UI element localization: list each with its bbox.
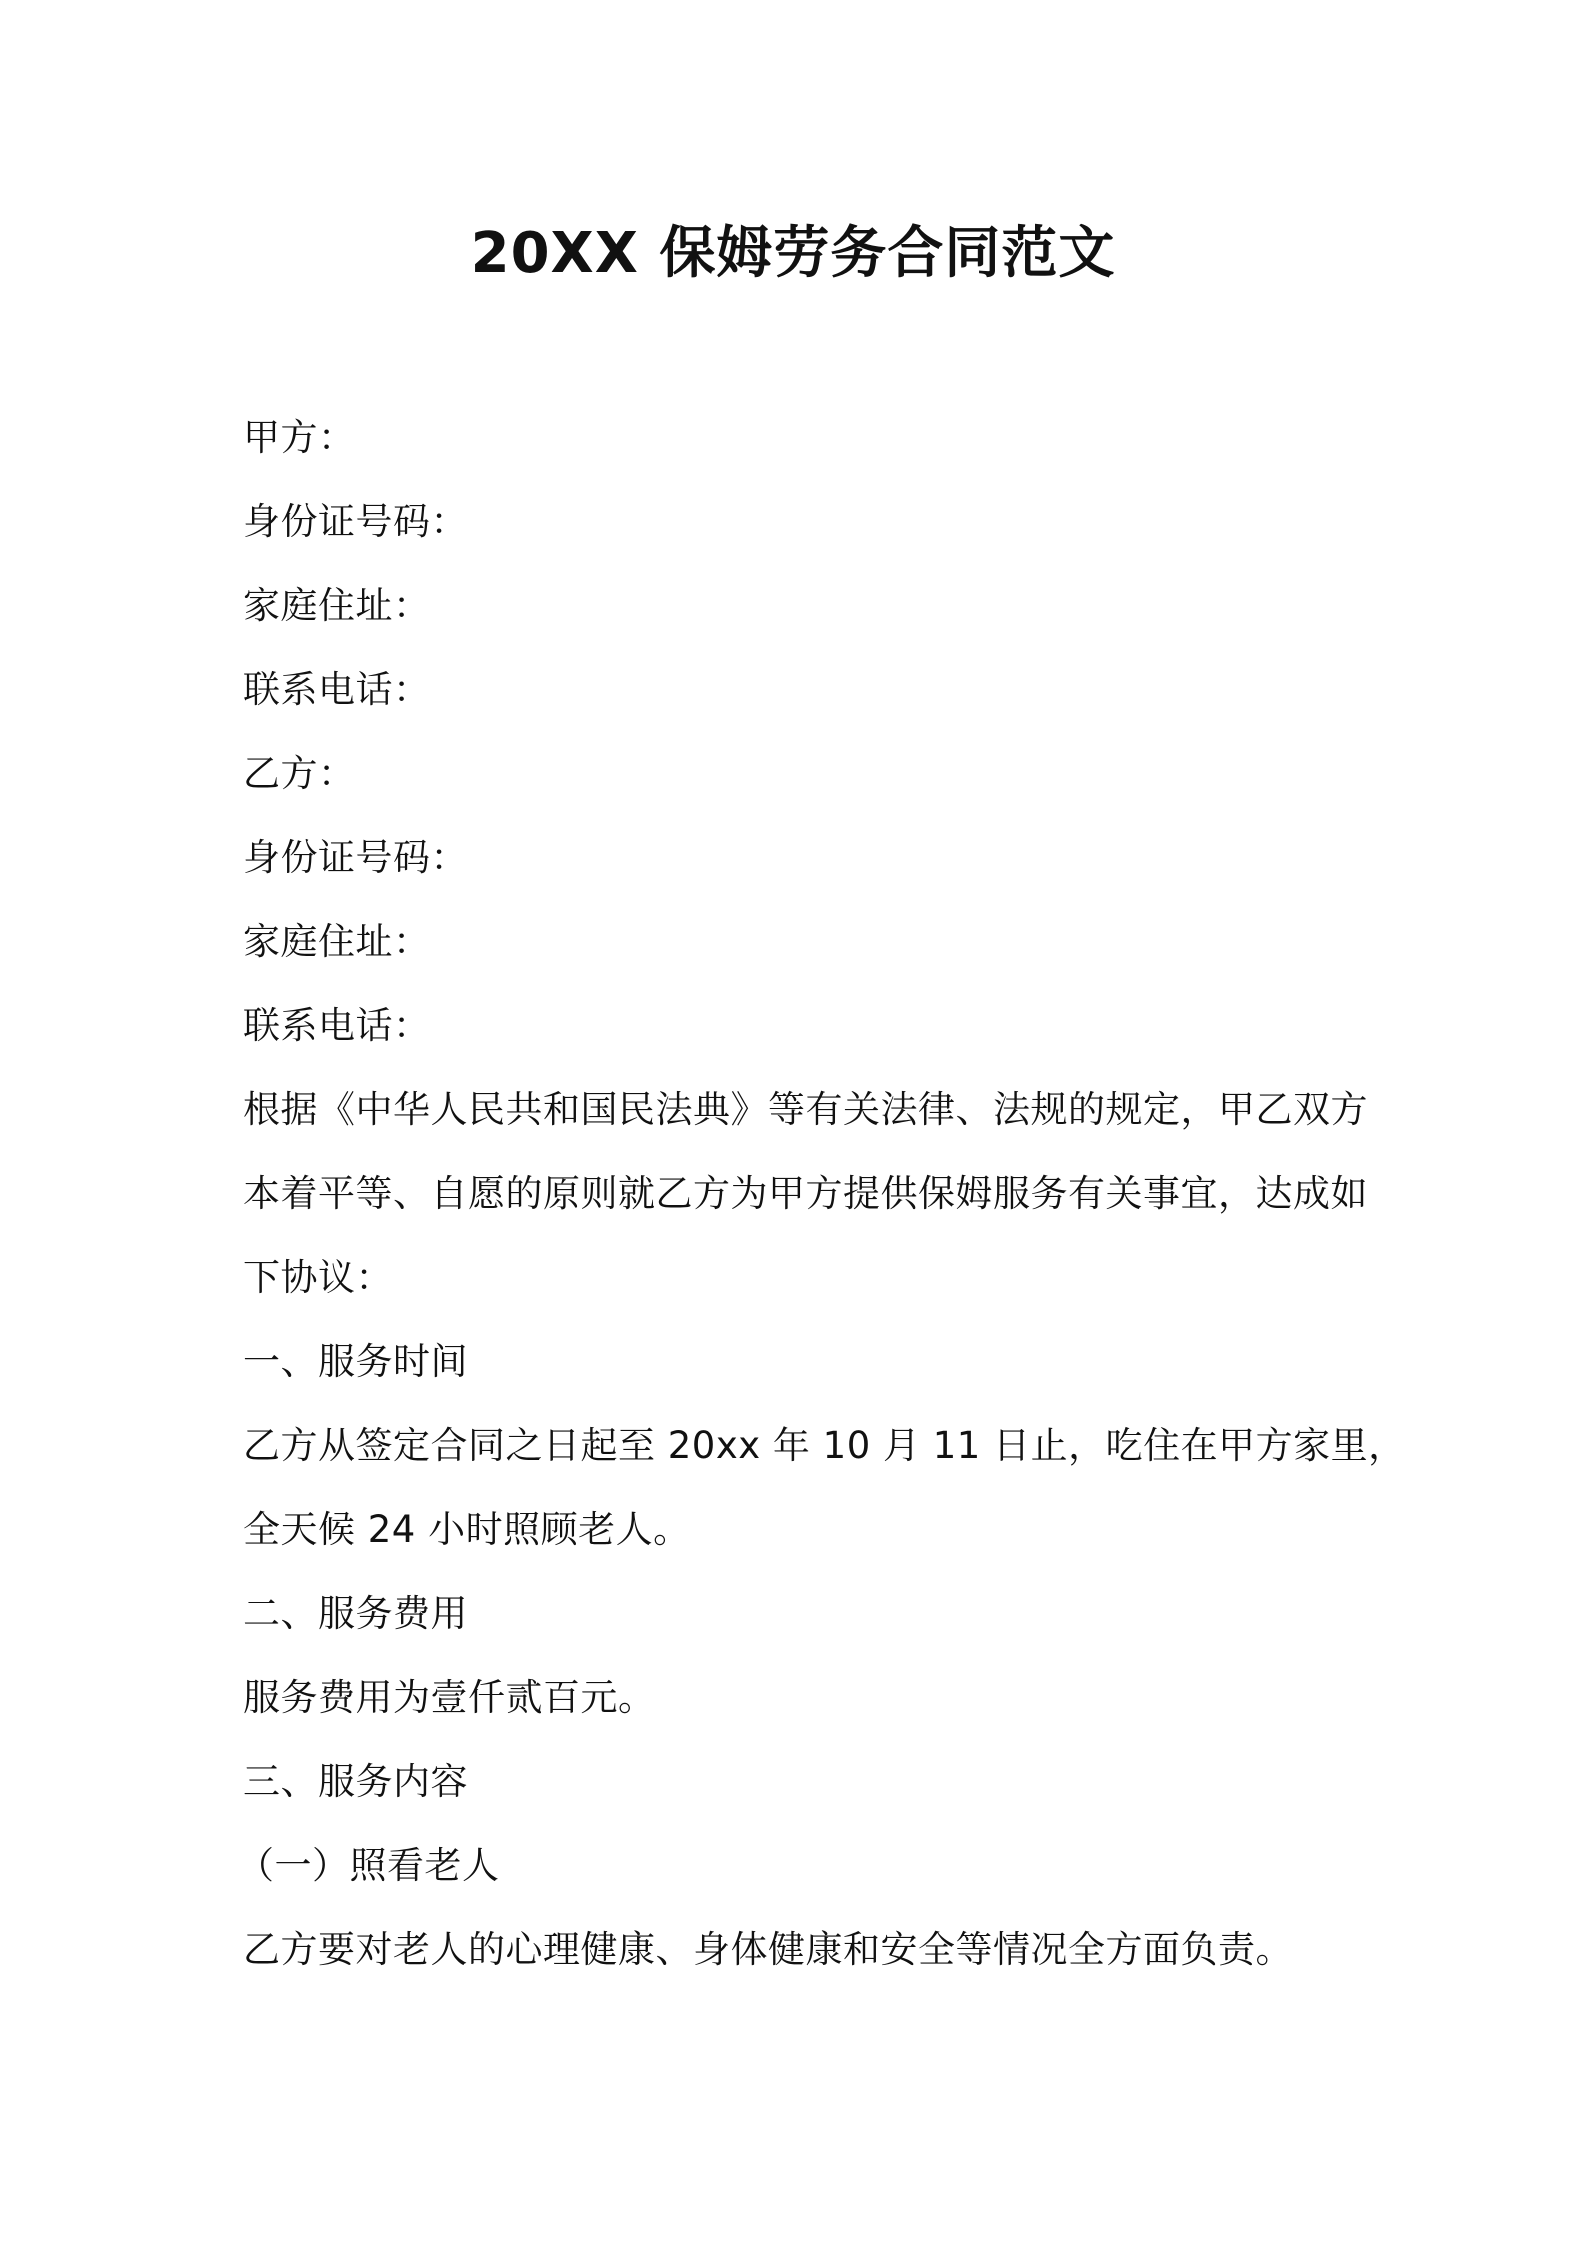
party-a-address-label: 家庭住址： [243,584,431,627]
section-heading-service-content: 三、服务内容 [243,1760,468,1803]
section-heading-service-fee: 二、服务费用 [243,1592,468,1635]
section-text-line: 乙方要对老人的心理健康、身体健康和安全等情况全方面负责。 [243,1928,1293,1971]
party-a-phone-label: 联系电话： [243,668,431,711]
section-heading-service-time: 一、服务时间 [243,1340,468,1383]
party-a-label: 甲方： [243,416,356,459]
subsection-heading-elder-care: （一）照看老人 [237,1844,500,1887]
section-text-line: 全天候 24 小时照顾老人。 [243,1508,691,1551]
preamble-line: 本着平等、自愿的原则就乙方为甲方提供保姆服务有关事宜，达成如 [243,1172,1368,1215]
section-text-line: 服务费用为壹仟贰百元。 [243,1676,656,1719]
preamble-line: 根据《中华人民共和国民法典》等有关法律、法规的规定，甲乙双方 [243,1088,1368,1131]
party-a-id-label: 身份证号码： [243,500,468,543]
party-b-address-label: 家庭住址： [243,920,431,963]
section-text-line: 乙方从签定合同之日起至 20xx 年 10 月 11 日止，吃住在甲方家里， [243,1424,1406,1467]
party-b-phone-label: 联系电话： [243,1004,431,1047]
document-body [237,396,1406,1992]
party-b-id-label: 身份证号码： [243,836,468,879]
party-b-label: 乙方： [243,752,356,795]
document-title: 20XX 保姆劳务合同范文 [470,221,1116,286]
preamble-line: 下协议： [243,1256,393,1299]
